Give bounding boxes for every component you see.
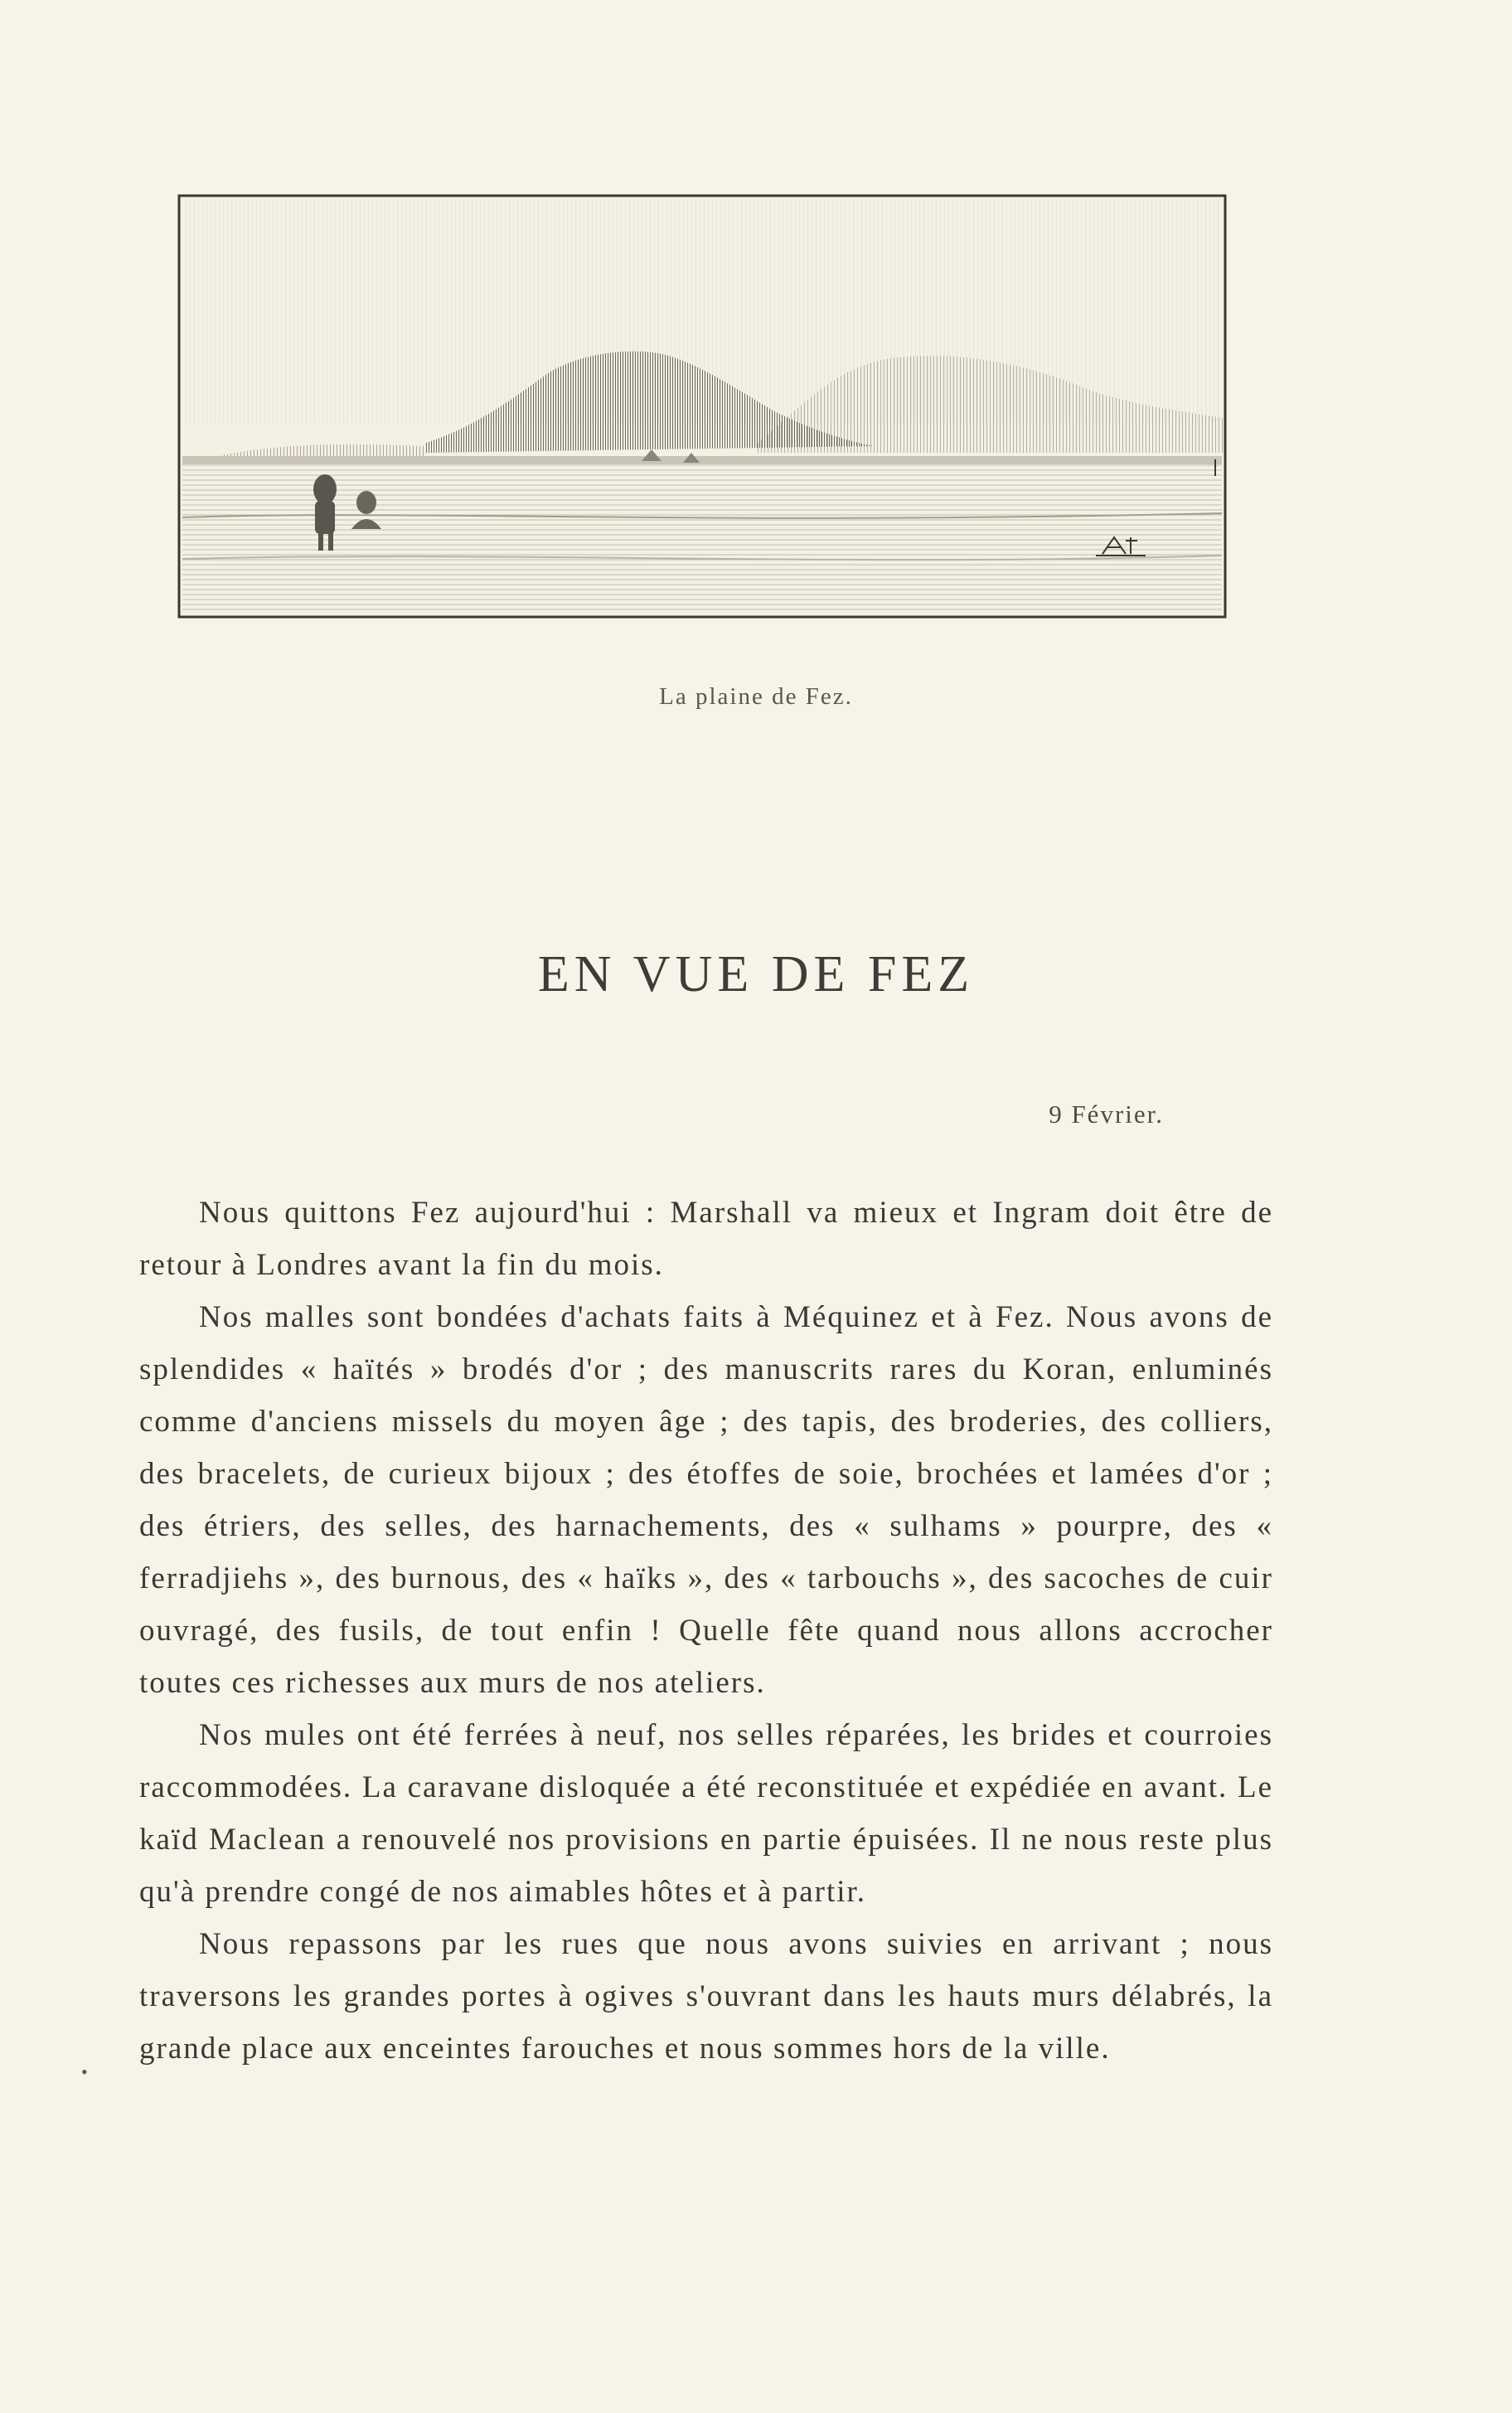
engraving-svg bbox=[177, 194, 1227, 619]
plain bbox=[182, 464, 1222, 614]
illustration-plain-of-fez bbox=[177, 194, 1227, 619]
chapter-body bbox=[139, 1187, 1273, 2075]
paragraph: Nos mules ont été ferrées à neuf, nos selles réparées, les brides et courroies raccommodées. La caravane disloquée a été reconstituée et expédiée en avant. Le kaïd Maclean a renouvelé nos provisions en partie épuisées. Il ne nous reste plus qu'à prendre congé de nos aimables hôtes et à partir. bbox=[139, 1718, 1273, 1909]
paragraph: Nous quittons Fez aujourd'hui : Marshall va mieux et Ingram doit être de retour à Londres avant la fin du mois. bbox=[139, 1196, 1273, 1282]
paragraph: Nos malles sont bondées d'achats faits à Méquinez et à Fez. Nous avons de splendides « haïtés » brodés d'or ; des manuscrits rares du Koran, enluminés comme d'anciens missels du moyen âge ; des tapis, des broderies, des colliers, des bracelets, de curieux bijoux ; des étoffes de soie, brochées et lamées d'or ; des étriers, des selles, des harnachements, des « sulhams » pourpre, des « ferradjiehs », des burnous, des « haïks », des « tarbouchs », des sacoches de cuir ouvragé, des fusils, de tout enfin ! Quelle fête quand nous allons accrocher toutes ces richesses aux murs de nos ateliers. bbox=[139, 1300, 1273, 1700]
chapter-title: EN VUE DE FEZ bbox=[537, 946, 975, 1003]
illustration-caption: La plaine de Fez. bbox=[659, 683, 853, 710]
margin-mark: • bbox=[81, 2061, 88, 2082]
horizon-band bbox=[182, 456, 1222, 464]
paragraph: Nous repassons par les rues que nous avons suivies en arrivant ; nous traversons les grandes portes à ogives s'ouvrant dans les hauts murs délabrés, la grande place aux enceintes farouches et nous sommes hors de la ville. bbox=[139, 1927, 1273, 2066]
dateline: 9 Février. bbox=[1049, 1100, 1164, 1129]
